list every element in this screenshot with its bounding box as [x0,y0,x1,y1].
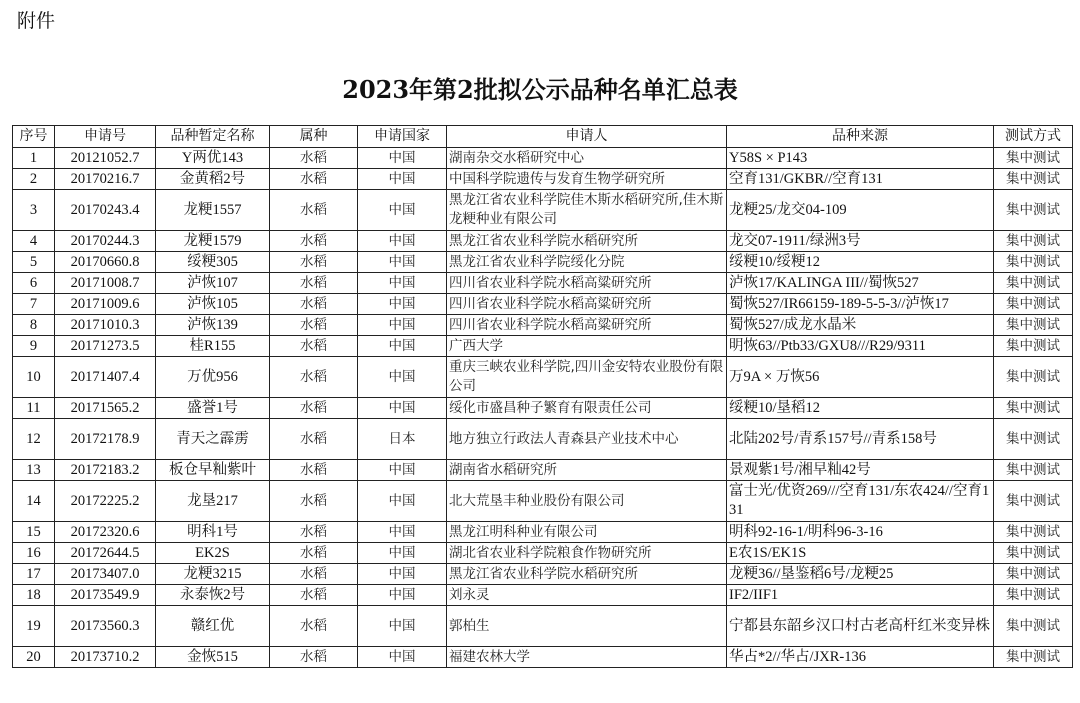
row-number-cell: 19 [13,606,55,647]
genus-cell: 水稻 [270,148,358,169]
variety-name-cell: 永泰恢2号 [156,585,270,606]
variety-name-cell: 桂R155 [156,336,270,357]
column-header-source: 品种来源 [727,126,994,148]
genus-cell: 水稻 [270,190,358,231]
genus-cell: 水稻 [270,315,358,336]
variety-summary-table [12,125,1073,668]
variety-source-cell: 泸恢17/KALINGA III//蜀恢527 [727,273,994,294]
row-number-cell: 3 [13,190,55,231]
genus-cell: 水稻 [270,419,358,460]
variety-source-cell: IF2/IIF1 [727,585,994,606]
variety-source-cell: 龙粳36//垦鉴稻6号/龙粳25 [727,564,994,585]
table-row [13,273,1073,294]
country-cell: 中国 [358,252,447,273]
application-number-cell: 20173407.0 [55,564,156,585]
country-cell: 中国 [358,294,447,315]
row-number-cell: 14 [13,481,55,522]
genus-cell: 水稻 [270,357,358,398]
variety-name-cell: 泸恢107 [156,273,270,294]
variety-source-cell: Y58S × P143 [727,148,994,169]
row-number-cell: 13 [13,460,55,481]
table-row [13,606,1073,647]
applicant-cell: 绥化市盛昌种子繁育有限责任公司 [447,398,727,419]
table-row [13,357,1073,398]
test-method-cell: 集中测试 [994,148,1073,169]
application-number-cell: 20171010.3 [55,315,156,336]
document-title: 2023年第2批拟公示品种名单汇总表 [342,75,738,104]
variety-name-cell: 泸恢139 [156,315,270,336]
variety-source-cell: 明恢63//Ptb33/GXU8///R29/9311 [727,336,994,357]
test-method-cell: 集中测试 [994,606,1073,647]
test-method-cell: 集中测试 [994,294,1073,315]
applicant-cell: 重庆三峡农业科学院,四川金安特农业股份有限公司 [447,357,727,398]
table-row [13,585,1073,606]
applicant-cell: 中国科学院遗传与发育生物学研究所 [447,169,727,190]
test-method-cell: 集中测试 [994,398,1073,419]
genus-cell: 水稻 [270,273,358,294]
column-header-genus: 属种 [270,126,358,148]
genus-cell: 水稻 [270,336,358,357]
test-method-cell: 集中测试 [994,169,1073,190]
applicant-cell: 四川省农业科学院水稻高粱研究所 [447,273,727,294]
test-method-cell: 集中测试 [994,252,1073,273]
table-row [13,148,1073,169]
test-method-cell: 集中测试 [994,564,1073,585]
applicant-cell: 四川省农业科学院水稻高粱研究所 [447,294,727,315]
table-row [13,336,1073,357]
variety-name-cell: EK2S [156,543,270,564]
variety-source-cell: 景观紫1号/湘早籼42号 [727,460,994,481]
applicant-cell: 湖南省水稻研究所 [447,460,727,481]
test-method-cell: 集中测试 [994,543,1073,564]
table-row [13,543,1073,564]
table-row [13,647,1073,668]
country-cell: 中国 [358,522,447,543]
genus-cell: 水稻 [270,460,358,481]
row-number-cell: 1 [13,148,55,169]
variety-name-cell: 龙粳1579 [156,231,270,252]
genus-cell: 水稻 [270,294,358,315]
row-number-cell: 17 [13,564,55,585]
application-number-cell: 20171407.4 [55,357,156,398]
column-header-app-no: 申请号 [55,126,156,148]
column-header-variety-name: 品种暂定名称 [156,126,270,148]
table-row [13,522,1073,543]
application-number-cell: 20121052.7 [55,148,156,169]
applicant-cell: 黑龙江省农业科学院水稻研究所 [447,231,727,252]
variety-name-cell: 龙粳1557 [156,190,270,231]
column-header-test-method: 测试方式 [994,126,1073,148]
test-method-cell: 集中测试 [994,481,1073,522]
test-method-cell: 集中测试 [994,522,1073,543]
table-header-row [13,126,1073,148]
country-cell: 中国 [358,336,447,357]
country-cell: 中国 [358,231,447,252]
row-number-cell: 2 [13,169,55,190]
application-number-cell: 20171009.6 [55,294,156,315]
test-method-cell: 集中测试 [994,231,1073,252]
row-number-cell: 6 [13,273,55,294]
row-number-cell: 5 [13,252,55,273]
row-number-cell: 16 [13,543,55,564]
country-cell: 中国 [358,564,447,585]
applicant-cell: 刘永灵 [447,585,727,606]
table-row [13,294,1073,315]
variety-source-cell: 北陆202号/青系157号//青系158号 [727,419,994,460]
table-row [13,564,1073,585]
country-cell: 中国 [358,273,447,294]
column-header-applicant: 申请人 [447,126,727,148]
genus-cell: 水稻 [270,231,358,252]
variety-name-cell: 青天之霹雳 [156,419,270,460]
table-row [13,398,1073,419]
country-cell: 中国 [358,647,447,668]
row-number-cell: 4 [13,231,55,252]
applicant-cell: 黑龙江省农业科学院佳木斯水稻研究所,佳木斯龙粳种业有限公司 [447,190,727,231]
table-row [13,460,1073,481]
application-number-cell: 20171273.5 [55,336,156,357]
table-row [13,481,1073,522]
test-method-cell: 集中测试 [994,357,1073,398]
test-method-cell: 集中测试 [994,336,1073,357]
applicant-cell: 湖北省农业科学院粮食作物研究所 [447,543,727,564]
variety-source-cell: 华占*2//华占/JXR-136 [727,647,994,668]
row-number-cell: 15 [13,522,55,543]
country-cell: 中国 [358,315,447,336]
row-number-cell: 18 [13,585,55,606]
test-method-cell: 集中测试 [994,190,1073,231]
application-number-cell: 20172644.5 [55,543,156,564]
country-cell: 中国 [358,460,447,481]
row-number-cell: 9 [13,336,55,357]
table-row [13,419,1073,460]
application-number-cell: 20173560.3 [55,606,156,647]
variety-source-cell: 绥粳10/垦稻12 [727,398,994,419]
variety-source-cell: 蜀恢527/IR66159-189-5-5-3//泸恢17 [727,294,994,315]
table-row [13,231,1073,252]
variety-name-cell: 万优956 [156,357,270,398]
country-cell: 中国 [358,606,447,647]
row-number-cell: 20 [13,647,55,668]
row-number-cell: 12 [13,419,55,460]
test-method-cell: 集中测试 [994,585,1073,606]
applicant-cell: 郭柏生 [447,606,727,647]
applicant-cell: 福建农林大学 [447,647,727,668]
application-number-cell: 20173549.9 [55,585,156,606]
variety-source-cell: 龙粳25/龙交04-109 [727,190,994,231]
applicant-cell: 地方独立行政法人青森县产业技术中心 [447,419,727,460]
row-number-cell: 11 [13,398,55,419]
variety-name-cell: 盛誉1号 [156,398,270,419]
variety-name-cell: 龙粳3215 [156,564,270,585]
application-number-cell: 20173710.2 [55,647,156,668]
application-number-cell: 20172183.2 [55,460,156,481]
row-number-cell: 8 [13,315,55,336]
variety-source-cell: 空育131/GKBR//空育131 [727,169,994,190]
country-cell: 日本 [358,419,447,460]
country-cell: 中国 [358,169,447,190]
table-row [13,169,1073,190]
application-number-cell: 20171565.2 [55,398,156,419]
application-number-cell: 20172225.2 [55,481,156,522]
variety-name-cell: 绥粳305 [156,252,270,273]
genus-cell: 水稻 [270,169,358,190]
genus-cell: 水稻 [270,398,358,419]
genus-cell: 水稻 [270,564,358,585]
test-method-cell: 集中测试 [994,315,1073,336]
variety-source-cell: 蜀恢527/成龙水晶米 [727,315,994,336]
variety-name-cell: 明科1号 [156,522,270,543]
row-number-cell: 10 [13,357,55,398]
genus-cell: 水稻 [270,522,358,543]
variety-source-cell: 绥粳10/绥粳12 [727,252,994,273]
applicant-cell: 黑龙江省农业科学院水稻研究所 [447,564,727,585]
table-row [13,252,1073,273]
genus-cell: 水稻 [270,585,358,606]
applicant-cell: 四川省农业科学院水稻高粱研究所 [447,315,727,336]
applicant-cell: 北大荒垦丰种业股份有限公司 [447,481,727,522]
applicant-cell: 黑龙江明科种业有限公司 [447,522,727,543]
variety-source-cell: 明科92-16-1/明科96-3-16 [727,522,994,543]
variety-name-cell: 赣红优 [156,606,270,647]
application-number-cell: 20170660.8 [55,252,156,273]
variety-name-cell: 泸恢105 [156,294,270,315]
genus-cell: 水稻 [270,252,358,273]
variety-name-cell: Y两优143 [156,148,270,169]
variety-name-cell: 金黄稻2号 [156,169,270,190]
test-method-cell: 集中测试 [994,647,1073,668]
genus-cell: 水稻 [270,481,358,522]
table-row [13,190,1073,231]
country-cell: 中国 [358,543,447,564]
country-cell: 中国 [358,357,447,398]
application-number-cell: 20170216.7 [55,169,156,190]
attachment-label: 附件 [17,10,56,32]
applicant-cell: 湖南杂交水稻研究中心 [447,148,727,169]
variety-source-cell: 富士光/优资269///空育131/东农424//空育131 [727,481,994,522]
variety-name-cell: 板仓早籼紫叶 [156,460,270,481]
application-number-cell: 20172320.6 [55,522,156,543]
genus-cell: 水稻 [270,606,358,647]
country-cell: 中国 [358,398,447,419]
test-method-cell: 集中测试 [994,460,1073,481]
test-method-cell: 集中测试 [994,419,1073,460]
variety-source-cell: 万9A × 万恢56 [727,357,994,398]
country-cell: 中国 [358,190,447,231]
variety-name-cell: 龙垦217 [156,481,270,522]
application-number-cell: 20171008.7 [55,273,156,294]
application-number-cell: 20170243.4 [55,190,156,231]
country-cell: 中国 [358,481,447,522]
application-number-cell: 20172178.9 [55,419,156,460]
applicant-cell: 黑龙江省农业科学院绥化分院 [447,252,727,273]
variety-source-cell: E农1S/EK1S [727,543,994,564]
application-number-cell: 20170244.3 [55,231,156,252]
variety-source-cell: 宁都县东韶乡汉口村古老高杆红米变异株 [727,606,994,647]
variety-source-cell: 龙交07-1911/绿洲3号 [727,231,994,252]
row-number-cell: 7 [13,294,55,315]
column-header-country: 申请国家 [358,126,447,148]
applicant-cell: 广西大学 [447,336,727,357]
country-cell: 中国 [358,585,447,606]
column-header-no: 序号 [13,126,55,148]
table-row [13,315,1073,336]
genus-cell: 水稻 [270,647,358,668]
variety-name-cell: 金恢515 [156,647,270,668]
test-method-cell: 集中测试 [994,273,1073,294]
country-cell: 中国 [358,148,447,169]
genus-cell: 水稻 [270,543,358,564]
